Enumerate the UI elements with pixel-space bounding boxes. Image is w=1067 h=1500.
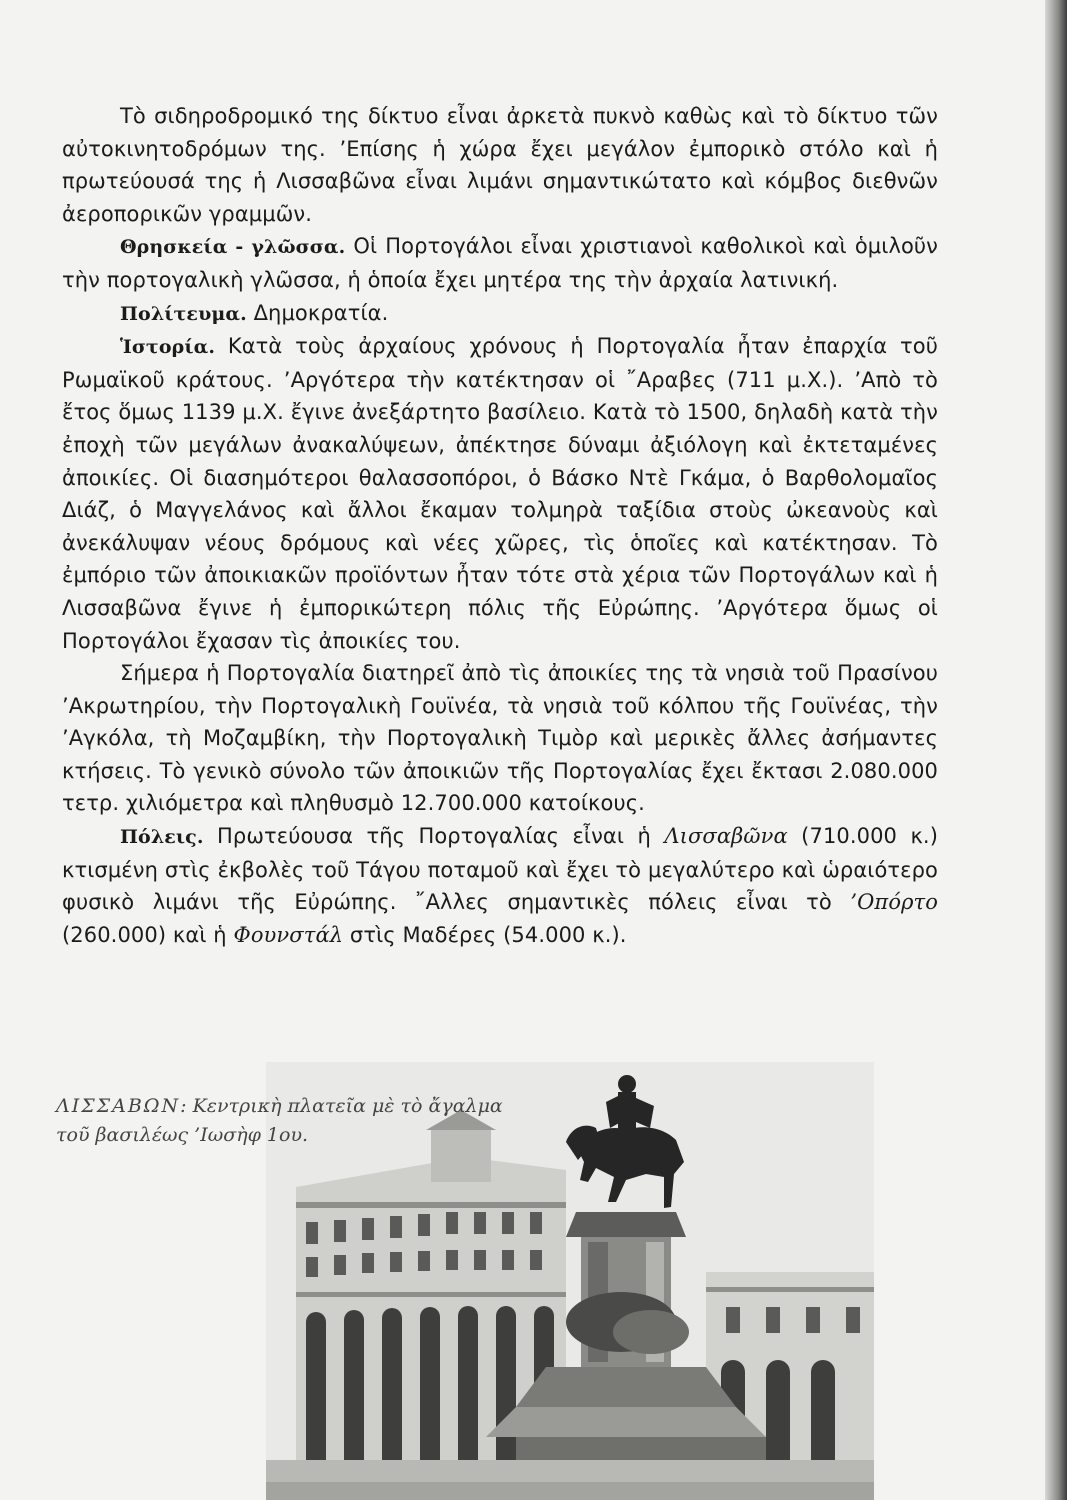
cities-text-4: στὶς Μαδέρες (54.000 κ.). [343, 922, 627, 947]
heading-religion: Θρησκεία - γλῶσσα. [120, 236, 346, 259]
paragraph-colonies [62, 657, 938, 820]
paragraph-government [62, 297, 938, 331]
cities-text-1: Πρωτεύουσα τῆς Πορτογαλίας εἶναι ἡ [203, 824, 665, 849]
caption-city-name: ΛΙΣΣΑΒΩΝ [56, 1095, 181, 1117]
city-porto: ’Οπόρτο [850, 890, 938, 915]
paragraph-history [62, 330, 938, 657]
paragraph-history-text: Κατὰ τοὺς ἀρχαίους χρόνους ἡ Πορτογαλία ἦταν ἐπαρχία τοῦ Ρωμαϊκοῦ κράτους. ’Αργότερα τὴν κατέκτησαν οἱ ῎Αραβες (711 μ.Χ.). ’Απὸ τὸ ἔτος ὅμως 1139 μ.Χ. ἔγινε ἀνεξάρτητο βασίλειο. Κατὰ τὸ 1500, δηλαδὴ κατὰ τὴν ἐποχὴ τῶν μεγάλων ἀνακαλύψεων, ἀπέκτησε δύναμι ἀξιόλογη καὶ ἐκτεταμένες ἀποικίες. Οἱ διασημότεροι θαλασσοπόροι, ὁ Βάσκο Ντὲ Γκάμα, ὁ Βαρθολομαῖος Διάζ, ὁ Μαγγελάνος καὶ ἄλλοι ἔκαμαν τολμηρὰ ταξίδια στοὺς ὠκεανοὺς καὶ ἀνεκάλυψαν νέους δρόμους καὶ νέες χῶρες, τὶς ὁποῖες καὶ κατέκτησαν. Τὸ ἐμπόριο τῶν ἀποικιακῶν προϊόντων ἦταν τότε στὰ χέρια τῶν Πορτογάλων καὶ ἡ Λισσαβῶνα ἔγινε ἡ ἐμπορικώτερη πόλις τῆς Εὐρώπης. ’Αργότερα ὅμως οἱ Πορτογάλοι ἔχασαν τὶς ἀποικίες του. [62, 334, 938, 653]
heading-government: Πολίτευμα. [120, 302, 247, 325]
city-funchal: Φουνστάλ [233, 922, 344, 947]
heading-cities: Πόλεις. [120, 826, 204, 849]
paragraph-religion [62, 230, 938, 296]
caption-text: : Κεντρικὴ πλατεῖα μὲ τὸ ἄγαλμα τοῦ βασιλέως ’Ιωσὴφ 1ου. [56, 1095, 503, 1146]
page-edge-shadow [1045, 0, 1067, 1500]
heading-history: Ἱστορία. [120, 336, 216, 359]
cities-text-2: (710.000 κ.) κτισμένη στὶς ἐκβολὲς τοῦ Τάγου ποταμοῦ καὶ ἔχει τὸ μεγαλύτερο καὶ ὡραιότερο φυσικὸ λιμάνι τῆς Εὐρώπης. ῎Αλλες σημαντικὲς πόλεις εἶναι τὸ [62, 824, 939, 915]
paragraph-transport-text: Τὸ σιδηροδρομικό της δίκτυο εἶναι ἀρκετὰ πυκνὸ καθὼς καὶ τὸ δίκτυο τῶν αὐτοκινητοδρόμων της. ’Επίσης ἡ χώρα ἔχει μεγάλον ἐμπορικὸ στόλο καὶ ἡ πρωτεύουσά της ἡ Λισσαβῶνα εἶναι λιμάνι σημαντικώτατο καὶ κόμβος διεθνῶν ἀεροπορικῶν γραμμῶν. [62, 104, 938, 226]
paragraph-cities [62, 820, 938, 951]
paragraph-colonies-text: Σήμερα ἡ Πορτογαλία διατηρεῖ ἀπὸ τὶς ἀποικίες της τὰ νησιὰ τοῦ Πρασίνου ’Ακρωτηρίου, τὴν Πορτογαλικὴ Γουϊνέα, τὰ νησιὰ τοῦ κόλπου τῆς Γουϊνέας, τὴν ’Αγκόλα, τὴ Μοζαμβίκη, τὴν Πορτογαλικὴ Τιμὸρ καὶ μερικὲς ἄλλες ἀσήμαντες κτήσεις. Τὸ γενικὸ σύνολο τῶν ἀποικιῶν τῆς Πορτογαλίας ἔχει ἔκτασι 2.080.000 τετρ. χιλιόμετρα καὶ πληθυσμὸ 12.700.000 κατοίκους. [62, 661, 938, 816]
city-lisbon: Λισσαβῶνα [664, 824, 788, 849]
body-text [62, 100, 938, 951]
paragraph-government-text: Δημοκρατία. [246, 300, 389, 325]
photo-caption [56, 1092, 536, 1150]
paragraph-religion-text: Οἱ Πορτογάλοι εἶναι χριστιανοὶ καθολικοὶ καὶ ὁμιλοῦν τὴν πορτογαλικὴ γλῶσσα, ἡ ὁποία ἔχει μητέρα της τὴν ἀρχαία λατινική. [62, 234, 938, 292]
cities-text-3: (260.000) καὶ ἡ [62, 922, 234, 947]
paragraph-transport [62, 100, 938, 230]
